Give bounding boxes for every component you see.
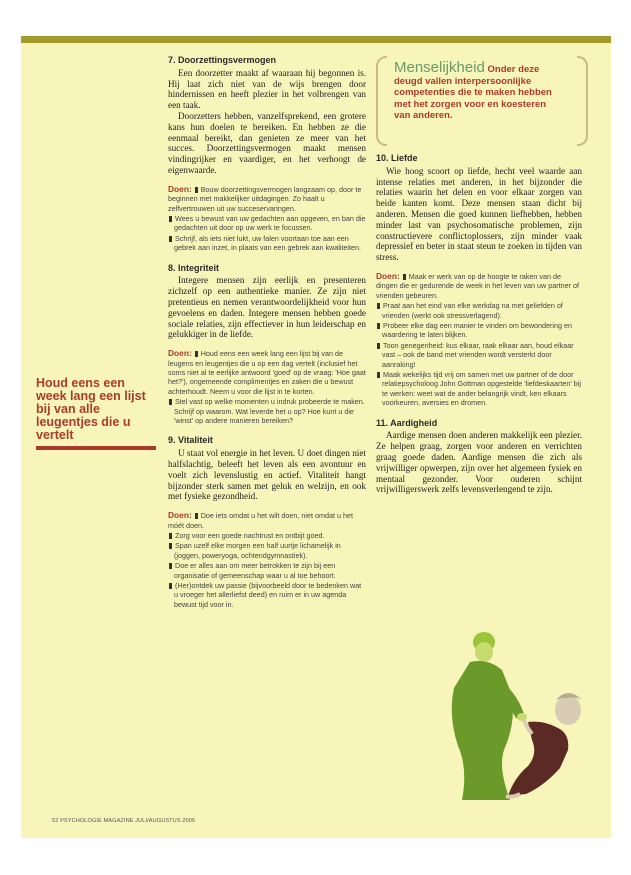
bullet-square-icon — [377, 372, 380, 378]
list-item: Probeer elke dag een manier te vinden om bewondering en waardering te laten blijken. — [376, 321, 582, 340]
doen-intro: Doe iets omdat u het wilt doen, niet omdat u het móét doen. — [168, 511, 353, 530]
list-item: Schrijf, als iets niet lukt, uw falen voortaan toe aan een gebrek aan inzet, in plaats van een gebrek aan kwaliteiten. — [168, 234, 366, 253]
bullet-square-icon — [377, 303, 380, 309]
bullet-square-icon — [169, 583, 172, 589]
sidebox-text — [394, 59, 564, 122]
doen-label: Doen: — [168, 183, 192, 194]
green-figure-body — [452, 661, 513, 800]
paragraph: Integere mensen zijn eerlijk en presenteren zichzelf op een authentieke manier. Ze zijn niet pretentieus en nemen verantwoordelijkheid voor hun gevoelens en daden. Integere mensen hebben goede sociale relaties, zijn effectiever in hun leiderschap en gelukkiger in de liefde. — [168, 275, 366, 340]
paragraph: Wie hoog scoort op liefde, hecht veel waarde aan intense relaties met anderen, in het bijzonder die relaties waarin het delen en voor elkaar zorgen van beide kanten komt. Deze mensen staan dicht bij anderen. Mensen die goed kunnen liefhebben, hebben minder last van psychosomatische problemen, zijn constructievere conflictoplossers, zijn minder vaak depressief en beter in staat steun te zoeken in tijden van stress. — [376, 165, 582, 263]
doen-intro: Houd eens een week lang een lijst bij van de leugens en leugentjes die u op een dag vertelt (inclusief het soms niet al te eerlijke antwoord 'goed' op de vraag: 'Hoe gaat het?'), ongemeende complimentjes en zaken die u bewust achterhoudt. Neem u voor die lijst in te korten. — [168, 349, 366, 396]
bullet-square-icon — [195, 351, 198, 357]
bullet-square-icon — [169, 563, 172, 569]
list-item: Span uzelf elke morgen een half uurtje lichamelijk in (joggen, poweryoga, ochtendgymnastiek). — [168, 541, 366, 560]
doen-block-9 — [168, 511, 366, 609]
doen-intro: Maak er werk van op de hoogte te raken van de dingen die er gedurende de week in het leven van uw partner of vrienden gebeuren. — [376, 271, 579, 300]
pull-quote-rule — [36, 446, 156, 450]
bullet-square-icon — [195, 513, 198, 519]
section-title-7: 7. Doorzettingsvermogen — [168, 55, 277, 65]
statue-head — [475, 642, 493, 662]
column-right — [376, 153, 582, 495]
right-bracket — [577, 56, 588, 146]
sidebox-menselijkheid — [376, 56, 588, 144]
bullet-square-icon — [169, 399, 172, 405]
section-title-10: 10. Liefde — [376, 153, 418, 163]
pull-quote-text: Houd eens een week lang een lijst bij van alle leugentjes die u vertelt — [36, 376, 146, 442]
reclining-head — [555, 695, 581, 725]
page-footer: 52 PSYCHOLOGIE MAGAZINE JULI/AUGUSTUS 2005 — [52, 818, 196, 824]
statue-illustration — [440, 628, 590, 806]
bullet-square-icon — [403, 274, 406, 280]
list-item: Wees u bewust van uw gedachten aan opgeven, en ban die gedachten uit door op uw werk te focussen. — [168, 214, 366, 233]
bullet-square-icon — [169, 533, 172, 539]
top-rule — [21, 36, 611, 43]
paragraph: Aardige mensen doen anderen makkelijk een plezier. Ze helpen graag, zorgen voor anderen en verrichten graag goede daden. Aardige mensen die zich als vrijwilliger opwerpen, zijn over het algemeen fysiek en mentaal gezonder. Voor ouderen schijnt vrijwilligerswerk zelfs levensverlengend te zijn. — [376, 430, 582, 495]
paragraph: Een doorzetter maakt af waaraan hij begonnen is. Hij laat zich niet van de wijs brengen door hindernissen en heeft plezier in het volbrengen van een taak. — [168, 67, 366, 111]
doen-intro: Bouw doorzettingsvermogen langzaam op, door te beginnen met makkelijker uitdagingen. Zo haalt u zelfvertrouwen uit uw succeservaringen. — [168, 184, 362, 213]
paragraph: U staat vol energie in het leven. U doet dingen niet halfslachtig, beleeft het leven als een avontuur en voelt zich levenslustig en actief. Vitaliteit hangt bijzonder sterk samen met geluk en welzijn, en ook met fysieke gezondheid. — [168, 448, 366, 502]
sidebox-body: Onder deze deugd vallen interpersoonlijke competenties die te maken hebben met het zorgen voor en koesteren van anderen. — [394, 64, 552, 121]
section-title-8: 8. Integriteit — [168, 262, 220, 273]
bullet-square-icon — [377, 343, 380, 349]
list-item: Doe er alles aan om meer betrokken te zijn bij een organisatie of gemeenschap waar u al toe behoort. — [168, 561, 366, 580]
reclining-foot — [506, 794, 520, 797]
list-item: (Her)ontdek uw passie (bijvoorbeeld door te bedenken wat u vroeger het allerliefst deed) en ruim er in uw agenda bewust tijd voor in. — [168, 581, 366, 609]
doen-label: Doen: — [168, 510, 192, 521]
bullet-square-icon — [195, 187, 198, 193]
section-title-9: 9. Vitaliteit — [168, 435, 213, 446]
doen-block-7 — [168, 185, 366, 253]
sidebox-heading: Menselijkheid — [394, 59, 485, 76]
doen-block-8 — [168, 349, 366, 425]
doen-label: Doen: — [168, 348, 192, 359]
doen-label: Doen: — [376, 270, 400, 281]
section-title-11: 11. Aardigheid — [376, 417, 438, 428]
bullet-square-icon — [377, 323, 380, 329]
list-item: Praat aan het eind van elke werkdag na met geliefden of vrienden (werkt ook stressverlagend). — [376, 301, 582, 320]
list-item: Toon genegenheid: kus elkaar, raak elkaar aan, houd elkaar vast – ook de band met vrienden wordt versterkt door aanraking! — [376, 341, 582, 369]
bullet-square-icon — [169, 543, 172, 549]
left-bracket — [376, 56, 387, 146]
paragraph: Doorzetters hebben, vanzelfsprekend, een grotere kans hun doelen te bereiken. En hebben ze die eenmaal bereikt, dan genieten ze meer van het succes. Doorzettingsvermogen maakt mensen vindingrijker en vaardiger, en het verhoogt de eigenwaarde. — [168, 110, 366, 175]
reclining-figure-body — [508, 722, 568, 796]
bullet-square-icon — [169, 216, 172, 222]
list-item: Stel vast op welke momenten u indruk probeerde te maken. Schrijf op waarom. Wat leverde het u op? Hoe kunt u die 'winst' op andere manieren bereiken? — [168, 397, 366, 425]
pull-quote — [36, 377, 152, 450]
column-left — [168, 55, 366, 609]
list-item: Zorg voor een goede nachtrust en ontbijt goed. — [168, 531, 366, 540]
doen-block-10 — [376, 272, 582, 408]
list-item: Maak wekelijks tijd vrij om samen met uw partner of de door relatiepsycholoog John Gottman opgestelde 'liefdeskaarten' bij te werken: weet wat de ander belangrijk vindt, ken elkaars voorkeuren, aversies en dromen. — [376, 370, 582, 408]
bullet-square-icon — [169, 236, 172, 242]
